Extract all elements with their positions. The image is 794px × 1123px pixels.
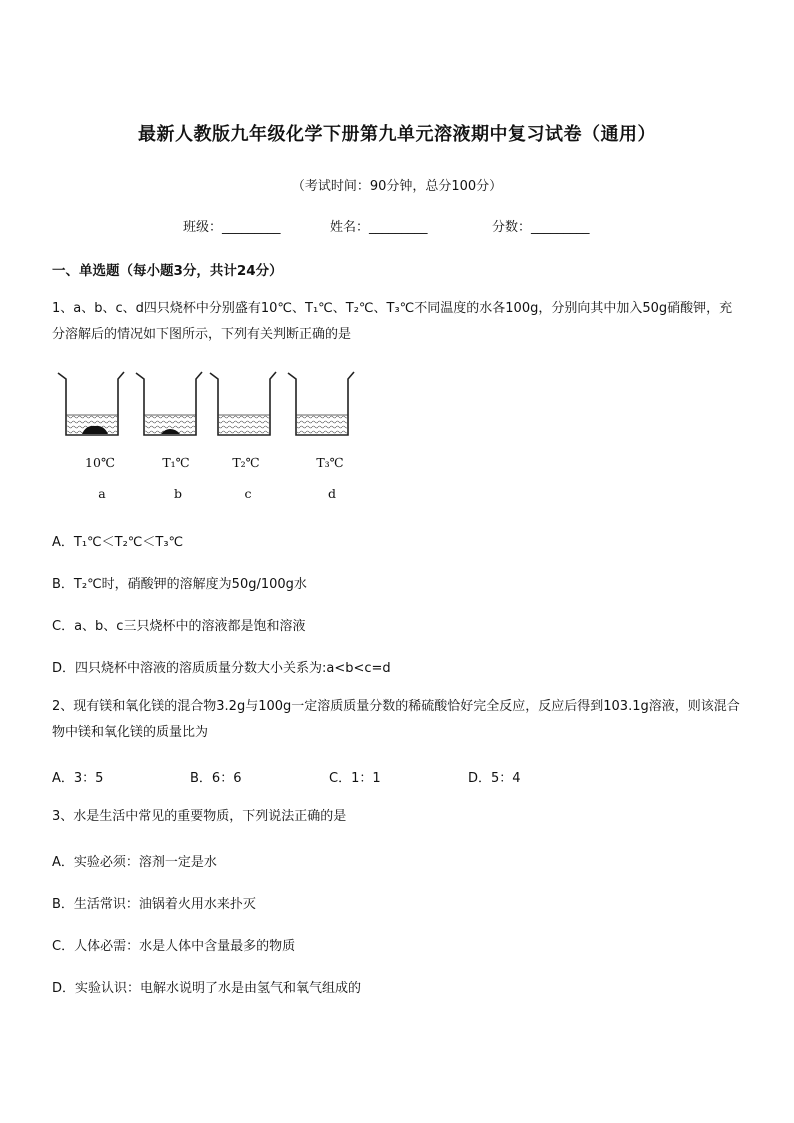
page-title: 最新人教版九年级化学下册第九单元溶液期中复习试卷（通用） bbox=[138, 124, 656, 145]
beaker-a-temp: 10℃ bbox=[85, 455, 115, 470]
question-3-text: 3、水是生活中常见的重要物质，下列说法正确的是 bbox=[52, 809, 347, 824]
q2-option-a[interactable]: A．3：5 bbox=[52, 771, 104, 786]
exam-subtitle: （考试时间：90分钟，总分100分） bbox=[291, 179, 503, 194]
beaker-c bbox=[210, 372, 276, 435]
q3-option-a[interactable]: A．实验必须：溶剂一定是水 bbox=[52, 855, 217, 870]
beaker-d bbox=[288, 372, 354, 435]
q1-option-d[interactable]: D．四只烧杯中溶液的溶质质量分数大小关系为:a<b<c=d bbox=[52, 661, 391, 676]
beaker-b-temp: T₁℃ bbox=[162, 455, 190, 470]
q2-option-b[interactable]: B．6：6 bbox=[190, 771, 242, 786]
section-title: 一、单选题（每小题3分，共计24分） bbox=[52, 263, 283, 279]
q1-option-c[interactable]: C．a、b、c三只烧杯中的溶液都是饱和溶液 bbox=[52, 619, 306, 634]
beaker-b-letter: b bbox=[173, 486, 182, 501]
beakers-figure bbox=[0, 369, 794, 449]
beaker-a bbox=[58, 372, 124, 435]
q2-option-d[interactable]: D．5：4 bbox=[468, 771, 521, 786]
q3-option-d[interactable]: D．实验认识：电解水说明了水是由氢气和氧气组成的 bbox=[52, 981, 362, 996]
beaker-b bbox=[136, 372, 202, 435]
beaker-a-letter: a bbox=[98, 486, 106, 501]
question-2-text: 2、现有镁和氧化镁的混合物3.2g与100g一定溶质质量分数的稀硫酸恰好完全反应，反应后得到103.1g溶液，则该混合物中镁和氧化镁的质量比为 bbox=[52, 699, 740, 740]
class-field[interactable]: 班级：_________ bbox=[183, 220, 281, 235]
q3-option-c[interactable]: C．人体必需：水是人体中含量最多的物质 bbox=[52, 939, 296, 954]
beaker-d-temp: T₃℃ bbox=[316, 455, 344, 470]
q3-option-b[interactable]: B．生活常识：油锅着火用水来扑灭 bbox=[52, 897, 256, 912]
name-field[interactable]: 姓名：_________ bbox=[330, 220, 428, 235]
beaker-d-letter: d bbox=[327, 486, 336, 501]
beaker-c-temp: T₂℃ bbox=[232, 455, 260, 470]
question-1-text: 1、a、b、c、d四只烧杯中分别盛有10℃、T₁℃、T₂℃、T₃℃不同温度的水各100g，分别向其中加入50g硝酸钾，充分溶解后的情况如下图所示，下列有关判断正确的是 bbox=[52, 301, 733, 342]
beaker-c-letter: c bbox=[244, 486, 252, 501]
q1-option-a[interactable]: A．T₁℃＜T₂℃＜T₃℃ bbox=[52, 535, 184, 550]
q2-option-c[interactable]: C．1：1 bbox=[329, 771, 381, 786]
score-field[interactable]: 分数：_________ bbox=[492, 220, 590, 235]
q1-option-b[interactable]: B．T₂℃时，硝酸钾的溶解度为50g/100g水 bbox=[52, 577, 307, 592]
